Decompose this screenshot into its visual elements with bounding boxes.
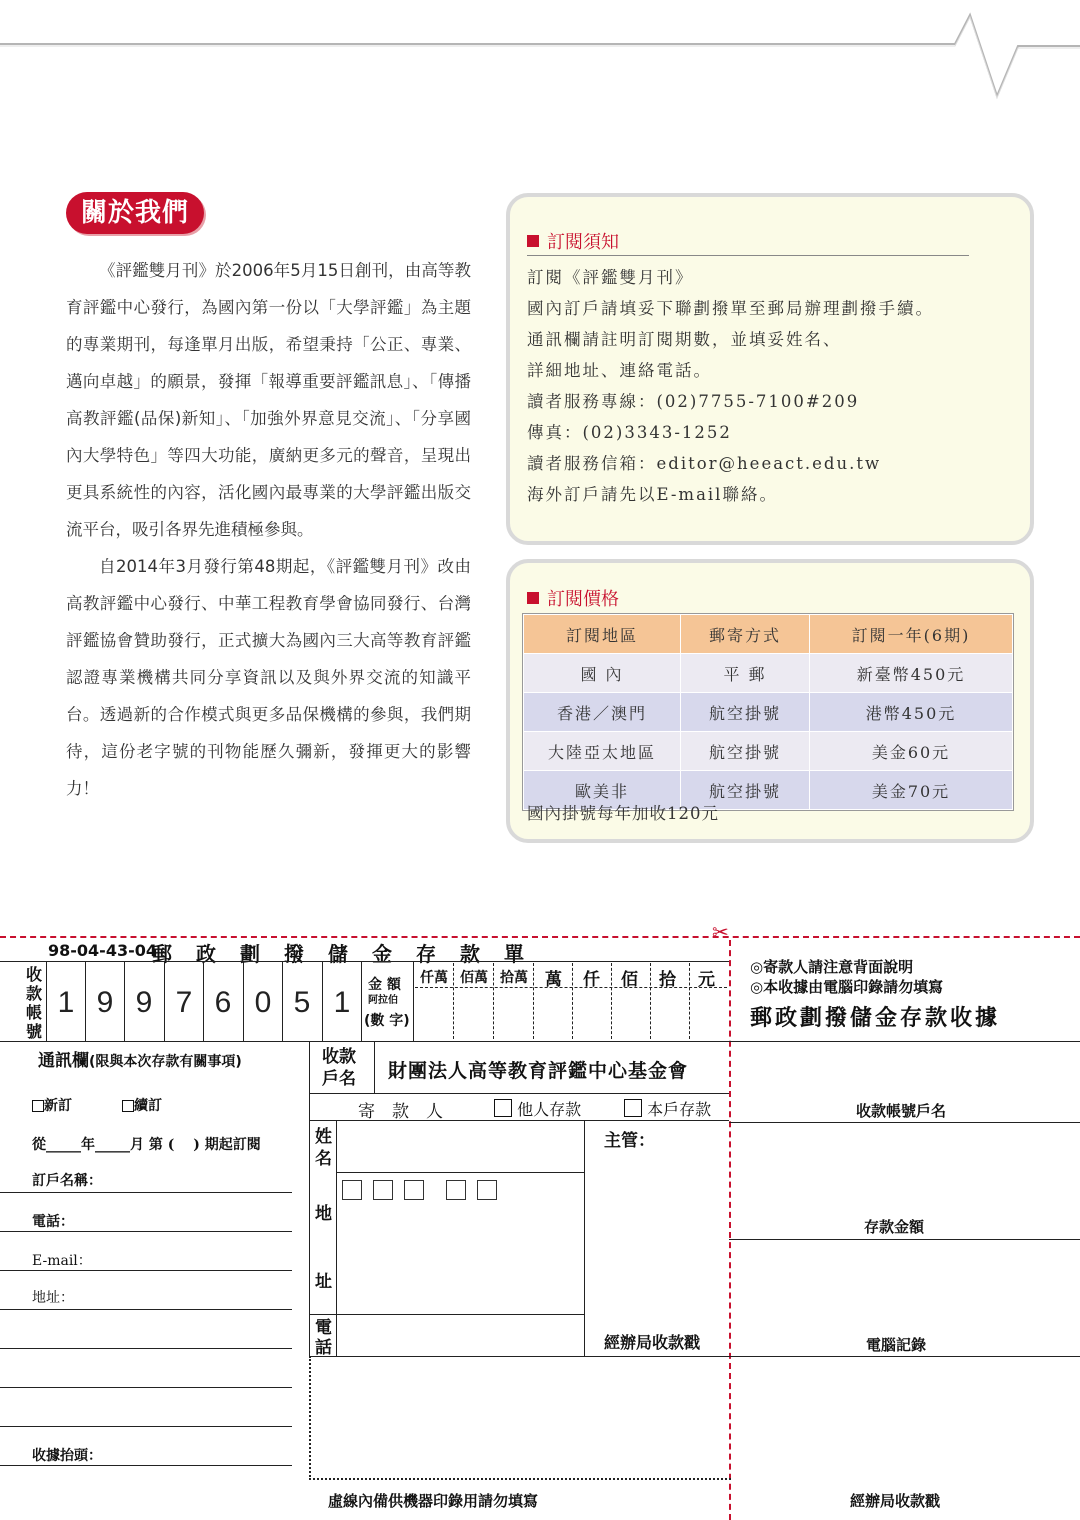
notice-title: 訂閱須知 xyxy=(527,228,619,254)
table-cell: 平 郵 xyxy=(681,654,810,693)
machine-print-note: 虛線內備供機器印錄用請勿填寫 xyxy=(328,1492,539,1510)
email-label: E-mail： xyxy=(32,1253,92,1269)
account-digit: 9 xyxy=(135,986,153,1019)
account-digit: 1 xyxy=(333,986,351,1019)
address-field[interactable] xyxy=(0,1309,292,1310)
checkbox-icon xyxy=(494,1099,512,1117)
own-deposit-checkbox[interactable]: 本戶存款 xyxy=(624,1097,711,1120)
table-cell: 航空掛號 xyxy=(681,693,810,732)
table-row xyxy=(524,693,1013,732)
computer-record-label: 電腦記錄 xyxy=(866,1336,927,1354)
table-cell: 新臺幣450元 xyxy=(810,654,1013,693)
amount-digit-boxes[interactable]: 仟萬 佰萬 拾萬 萬 仟 佰 拾 元 xyxy=(415,963,727,1039)
memo-title: 通訊欄(限與本次存款有關事項) xyxy=(38,1051,242,1071)
notice-line: 讀者服務專線：(02)7755-7100#209 xyxy=(527,392,860,411)
receipt-title-label: 收據抬頭： xyxy=(32,1448,102,1464)
payee-account-label: 收款帳號戶名 xyxy=(856,1102,947,1120)
new-subscription-checkbox[interactable]: 新訂 xyxy=(32,1095,72,1115)
square-bullet-icon xyxy=(527,592,539,604)
receipt-title-field[interactable] xyxy=(0,1465,292,1466)
square-bullet-icon xyxy=(527,235,539,247)
account-digit: 0 xyxy=(254,986,272,1019)
table-row xyxy=(524,654,1013,693)
table-header-row xyxy=(524,615,1013,654)
receipt-stamp-label: 經辦局收款戳 xyxy=(850,1492,941,1510)
account-digit: 5 xyxy=(293,986,311,1019)
table-header-cell: 郵寄方式 xyxy=(681,615,810,654)
checkbox-icon xyxy=(624,1099,642,1117)
table-cell: 港幣450元 xyxy=(810,693,1013,732)
notice-divider xyxy=(527,255,969,256)
about-badge: 關於我們 xyxy=(66,192,204,234)
notice-line: 海外訂戶請先以E-mail聯絡。 xyxy=(527,485,778,504)
price-table xyxy=(523,614,1013,810)
notice-line: 訂閱《評鑑雙月刊》 xyxy=(527,268,694,287)
amount-label: 阿拉伯 xyxy=(368,995,398,1006)
receipt-title: 郵政劃撥儲金存款收據 xyxy=(750,1006,1001,1031)
subscriber-name-field[interactable] xyxy=(0,1192,292,1193)
address-field[interactable] xyxy=(0,1348,292,1349)
address-field[interactable] xyxy=(0,1387,292,1388)
depositor-label: 寄 款 人 xyxy=(358,1102,443,1122)
form-title: 郵 政 劃 撥 儲 金 存 款 單 xyxy=(152,942,526,966)
notice-line: 詳細地址、連絡電話。 xyxy=(527,361,712,380)
receipt-note: ◎寄款人請注意背面說明 xyxy=(750,958,914,976)
table-header-cell: 訂閱地區 xyxy=(524,615,681,654)
machine-print-area xyxy=(309,1356,731,1480)
email-field[interactable] xyxy=(0,1270,292,1271)
address-label-1: 地 xyxy=(315,1204,332,1224)
account-digit: 1 xyxy=(57,986,75,1019)
stamp-label: 經辦局收款戳 xyxy=(604,1333,701,1352)
other-deposit-checkbox[interactable]: 他人存款 xyxy=(494,1097,581,1120)
deposit-amount-label: 存款金額 xyxy=(864,1218,925,1236)
address-field[interactable] xyxy=(0,1426,292,1427)
form-code: 98-04-43-04 xyxy=(48,941,157,960)
table-cell: 歐美非 xyxy=(524,771,681,810)
account-label: 收 款 帳 號 xyxy=(26,965,43,1041)
subscriber-name-label: 訂戶名稱： xyxy=(32,1173,102,1189)
address-label: 地址： xyxy=(32,1290,74,1306)
notice-line: 傳真：(02)3343-1252 xyxy=(527,423,732,442)
account-digit: 9 xyxy=(96,986,114,1019)
header-pulse-line xyxy=(0,0,1080,100)
account-digit: 7 xyxy=(175,986,193,1019)
table-cell: 國 內 xyxy=(524,654,681,693)
payee-label: 收款戶名 xyxy=(322,1047,356,1089)
phone-label-box: 電話 xyxy=(315,1318,332,1358)
notice-line: 通訊欄請註明訂閱期數，並填妥姓名、 xyxy=(527,330,842,349)
form-rule xyxy=(0,961,729,962)
scissors-icon: ✂ xyxy=(712,920,729,944)
notice-line: 讀者服務信箱：editor@heeact.edu.tw xyxy=(527,454,882,473)
phone-label: 電話： xyxy=(32,1214,74,1230)
depositor-name-field[interactable] xyxy=(338,1122,582,1170)
notice-line: 國內訂戶請填妥下聯劃撥單至郵局辦理劃撥手續。 xyxy=(527,299,934,318)
subscription-start-line[interactable]: 從_____年_____月 第 ( ) 期起訂閱 xyxy=(32,1137,261,1153)
supervisor-label: 主管： xyxy=(604,1131,655,1151)
amount-label: (數 字) xyxy=(364,1013,410,1029)
table-header-cell: 訂閱一年(6期) xyxy=(810,615,1013,654)
checkbox-icon xyxy=(32,1100,44,1112)
table-cell: 香港／澳門 xyxy=(524,693,681,732)
form-rule xyxy=(0,1041,1080,1042)
about-paragraph-1: 《評鑑雙月刊》於2006年5月15日創刊，由高等教育評鑑中心發行，為國內第一份以「大學評鑑」為主題的專業期刊，每逢單月出版，希望秉持「公正、專業、邁向卓越」的願景，發揮「報導重要評鑑訊息」、「傳播高教評鑑(品保)新知」、「加強外界意見交流」、「分享國內大學特色」等四大功能，廣納更多元的聲音，呈現出更具系統性的內容，活化國內最專業的大學評鑑出版交流平台，吸引各界先進積極參與。 xyxy=(66,261,471,539)
postal-code-boxes[interactable] xyxy=(342,1180,512,1202)
about-paragraph-2: 自2014年3月發行第48期起，《評鑑雙月刊》改由高教評鑑中心發行、中華工程教育學會協同發行、台灣評鑑協會贊助發行，正式擴大為國內三大高等教育評鑑認證專業機構共同分享資訊以及與外界交流的知識平台。透過新的合作模式與更多品保機構的參與，我們期待，這份老字號的刊物能歷久彌新，發揮更大的影響力！ xyxy=(66,557,471,798)
table-cell: 美金70元 xyxy=(810,771,1013,810)
phone-field[interactable] xyxy=(0,1231,292,1232)
amount-label: 金 額 xyxy=(368,977,401,993)
depositor-phone-field[interactable] xyxy=(338,1316,582,1356)
notice-lines xyxy=(527,262,934,510)
payee-name: 財團法人高等教育評鑑中心基金會 xyxy=(388,1060,689,1082)
table-cell: 航空掛號 xyxy=(681,771,810,810)
table-cell: 美金60元 xyxy=(810,732,1013,771)
about-body xyxy=(66,252,471,807)
receipt-note: ◎本收據由電腦印錄請勿填寫 xyxy=(750,978,944,996)
price-title: 訂閱價格 xyxy=(527,585,619,611)
table-row xyxy=(524,732,1013,771)
name-label: 姓名 xyxy=(315,1127,332,1169)
account-digit: 6 xyxy=(214,986,232,1019)
table-cell: 大陸亞太地區 xyxy=(524,732,681,771)
price-note: 國內掛號每年加收120元 xyxy=(527,804,719,823)
table-cell: 航空掛號 xyxy=(681,732,810,771)
address-label-2: 址 xyxy=(315,1272,332,1292)
checkbox-icon xyxy=(122,1100,134,1112)
renew-subscription-checkbox[interactable]: 續訂 xyxy=(122,1095,162,1115)
